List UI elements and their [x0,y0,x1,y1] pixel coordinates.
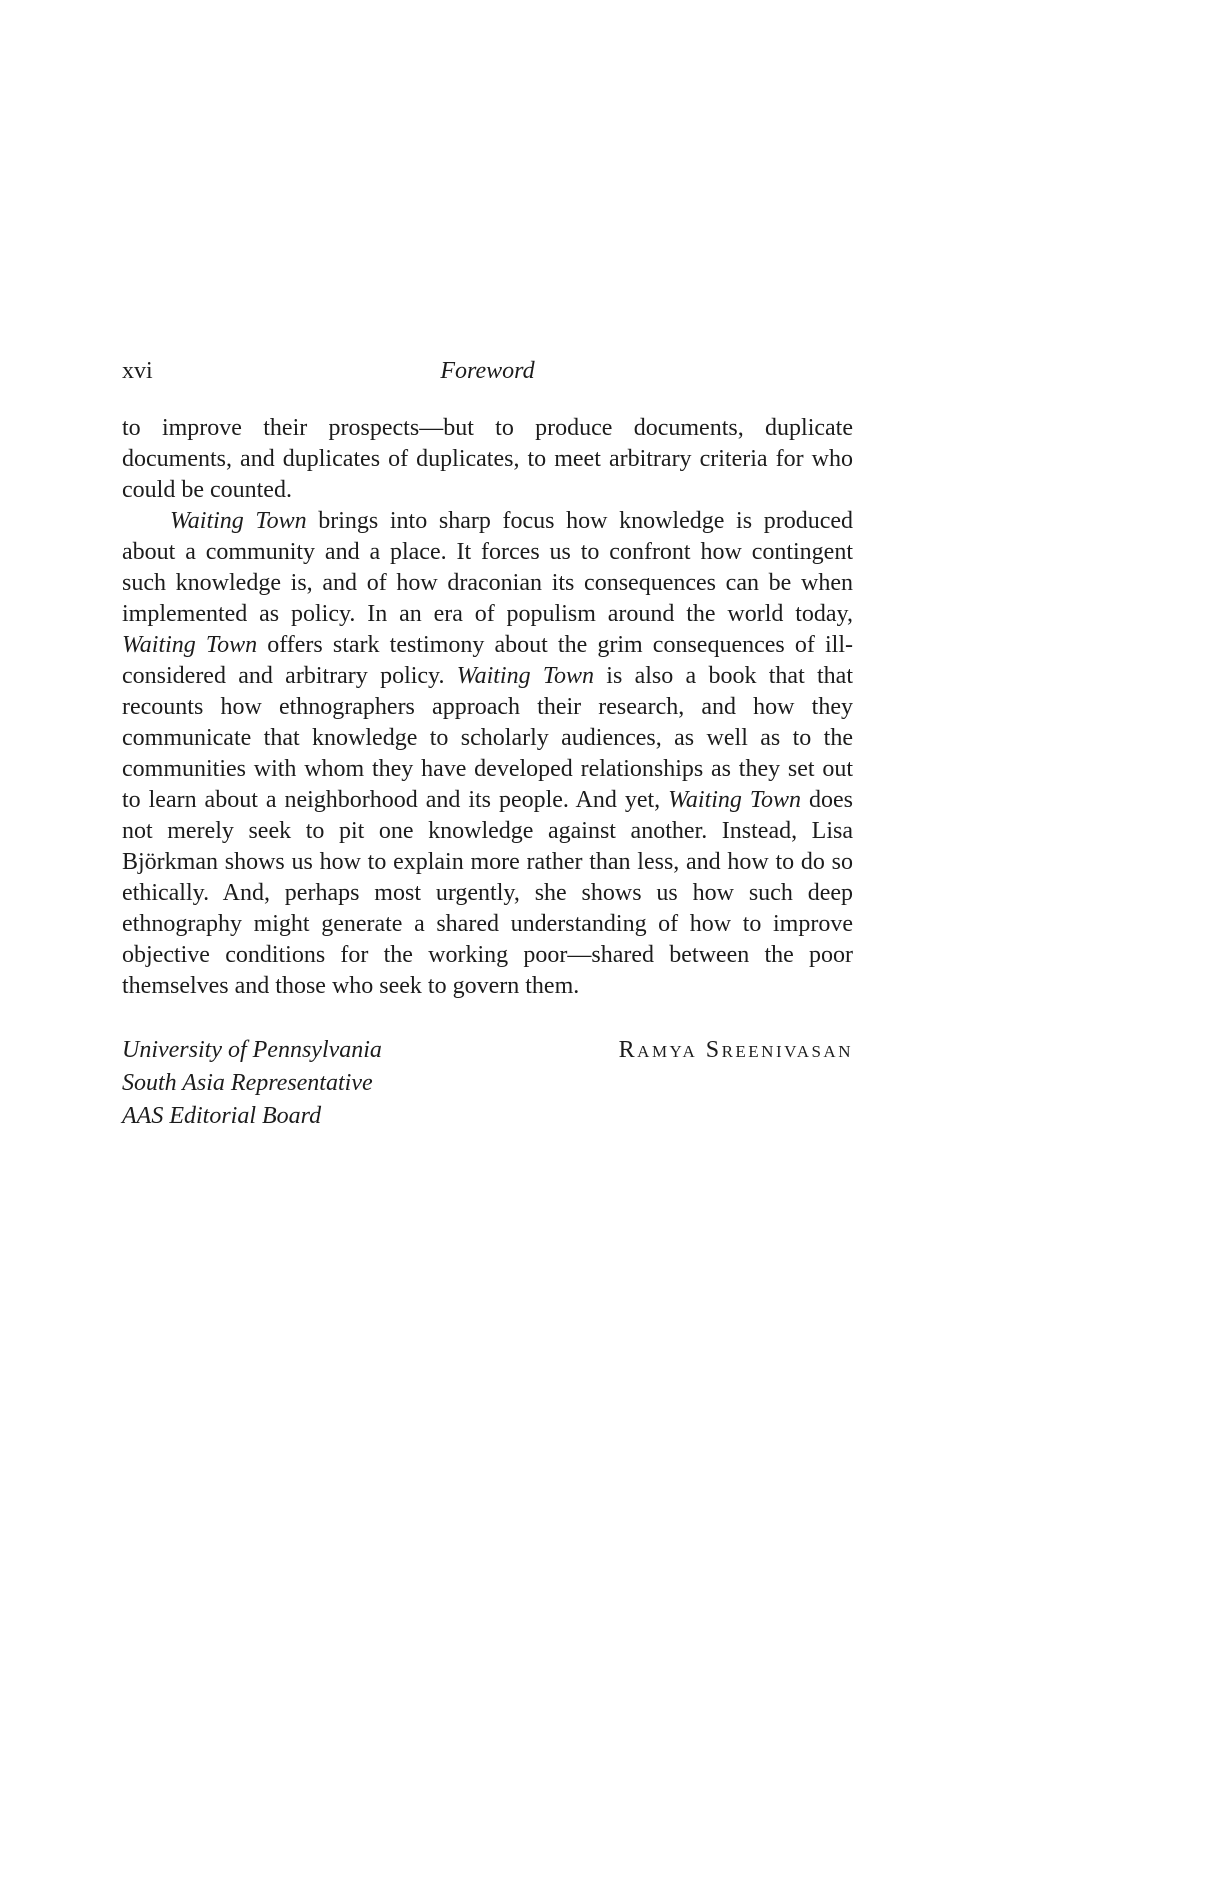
affiliation-line: AAS Editorial Board [122,1103,322,1129]
body-text [122,413,853,1002]
running-header [122,356,853,387]
author-name: Ramya Sreenivasan [618,1037,853,1063]
affiliation-line: South Asia Representative [122,1070,373,1096]
text-segment: to improve their prospects—but to produce documents, duplicate documents, and duplicates of duplicates, to meet arbitrary criteria for who could be counted. [122,415,853,503]
signature-block [122,1034,853,1133]
page-number: xvi [122,358,153,384]
affiliation-line: University of Pennsylvania [122,1037,382,1063]
paragraph [122,506,853,1002]
italic-text-segment: Waiting Town [122,632,258,658]
italic-text-segment: Waiting Town [668,787,802,813]
text-segment: offers stark testimony about the grim consequences of ill-considered and arbitrary policy. [122,632,853,689]
author-affiliation [122,1034,382,1133]
text-segment: brings into sharp focus how knowledge is produced about a community and a place. It forces us to confront how contingent such knowledge is, and of how draconian its consequences can be when implemented as policy. In an era of populism around the world today, [122,508,853,627]
text-segment: does not merely seek to pit one knowledge against another. Instead, Lisa Björkman shows us how to explain more rather than less, and how to do so ethically. And, perhaps most urgently, she shows us how such deep ethnography might generate a shared understanding of how to improve objective conditions for the working poor—shared between the poor themselves and those who seek to govern them. [122,787,853,999]
italic-text-segment: Waiting Town [170,508,307,534]
italic-text-segment: Waiting Town [456,663,595,689]
paragraph [122,413,853,506]
text-segment: is also a book that that recounts how ethnographers approach their research, and how they communicate that knowledge to scholarly audiences, as well as to the communities with whom they have developed relationships as they set out to learn about a neighborhood and its people. And yet, [122,663,853,813]
running-head-title: Foreword [440,358,535,384]
